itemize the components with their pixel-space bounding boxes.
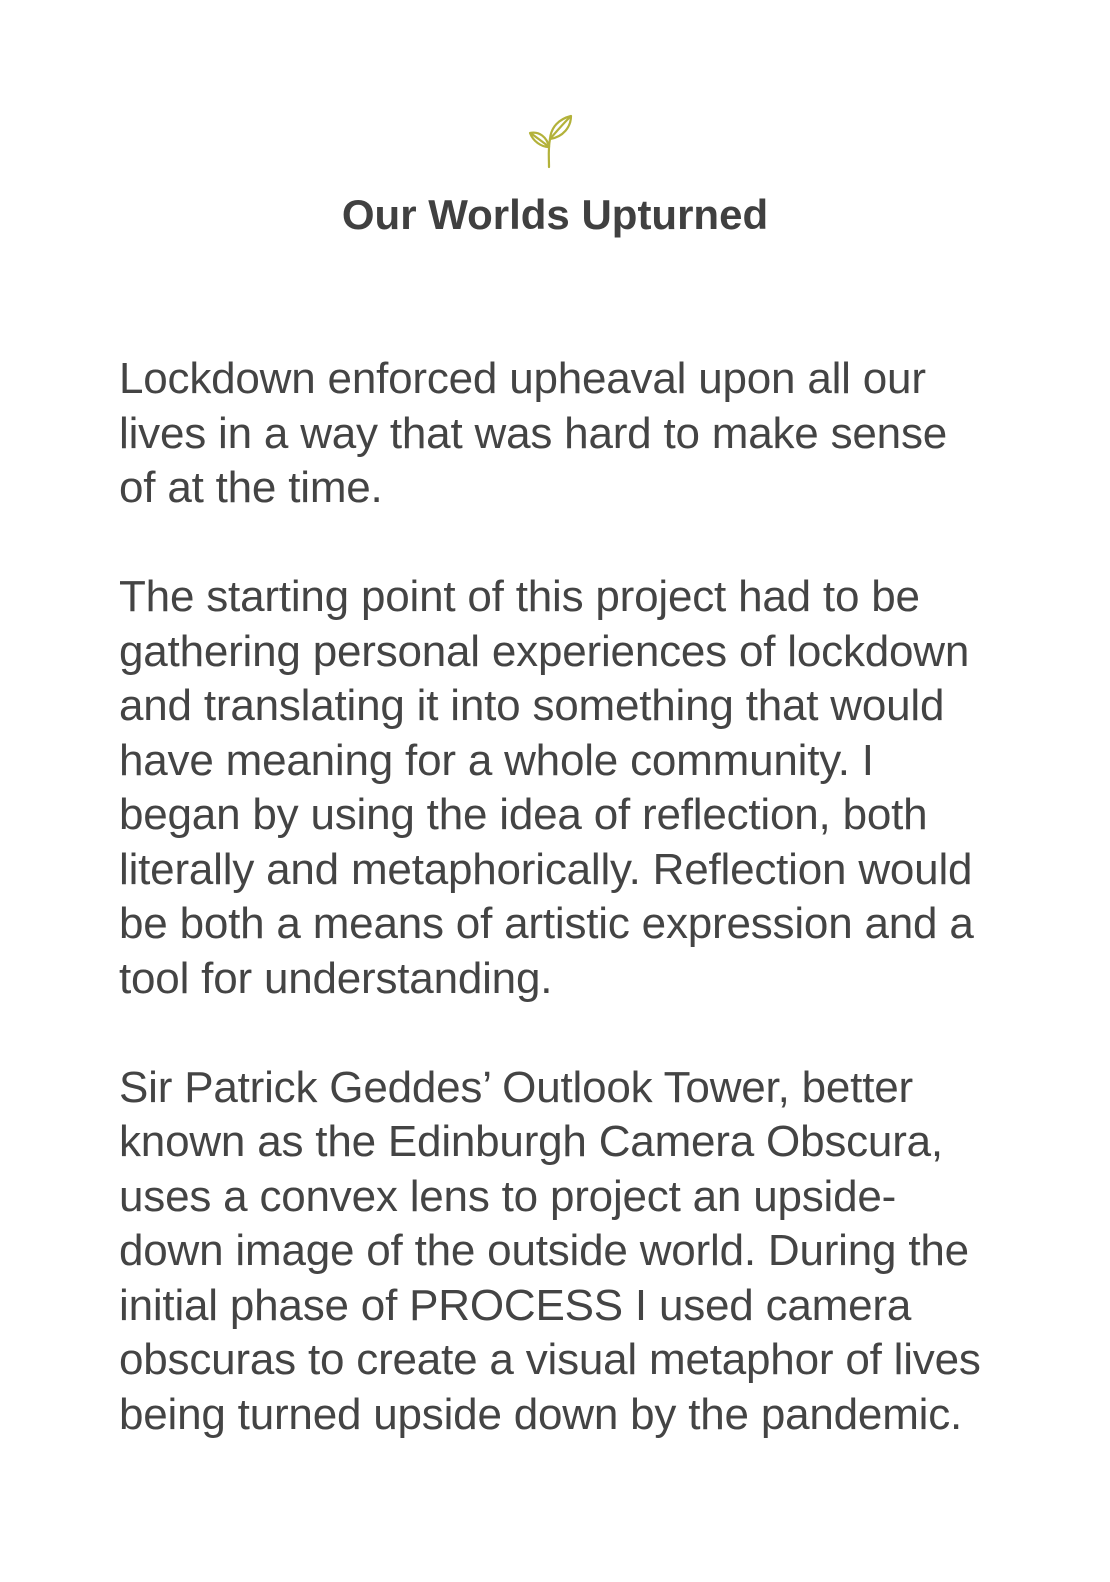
text-line: be both a means of artistic expression and a [119, 899, 974, 948]
text-line: uses a convex lens to project an upside- [119, 1171, 897, 1221]
text-line: being turned upside down by the pandemic. [119, 1389, 963, 1439]
text-line: down image of the outside world. During the [119, 1226, 969, 1275]
text-line: known as the Edinburgh Camera Obscura, [119, 1117, 943, 1166]
text-line: initial phase of PROCESS I used camera [119, 1280, 912, 1330]
text-line: lives in a way that was hard to make sense [119, 408, 948, 458]
text-line: and translating it into something that would [119, 681, 945, 730]
paragraph-1 [119, 352, 999, 516]
text-line: began by using the idea of reflection, both [119, 790, 928, 839]
text-line: tool for understanding. [119, 953, 553, 1003]
text-line: literally and metaphorically. Reflection would [119, 844, 973, 894]
sprout-icon [527, 113, 577, 169]
body-text [119, 352, 999, 1497]
text-line: gathering personal experiences of lockdown [119, 626, 970, 676]
text-line: obscuras to create a visual metaphor of lives [119, 1335, 981, 1384]
page-title: Our Worlds Upturned [341, 191, 769, 238]
paragraph-3 [119, 1061, 999, 1443]
text-line: of at the time. [119, 463, 383, 512]
text-line: Sir Patrick Geddes’ Outlook Tower, better [119, 1062, 913, 1112]
text-line: Lockdown enforced upheaval upon all our [119, 354, 926, 403]
text-line: The starting point of this project had to be [119, 572, 920, 621]
text-line: have meaning for a whole community. I [119, 735, 874, 785]
paragraph-2 [119, 570, 999, 1006]
